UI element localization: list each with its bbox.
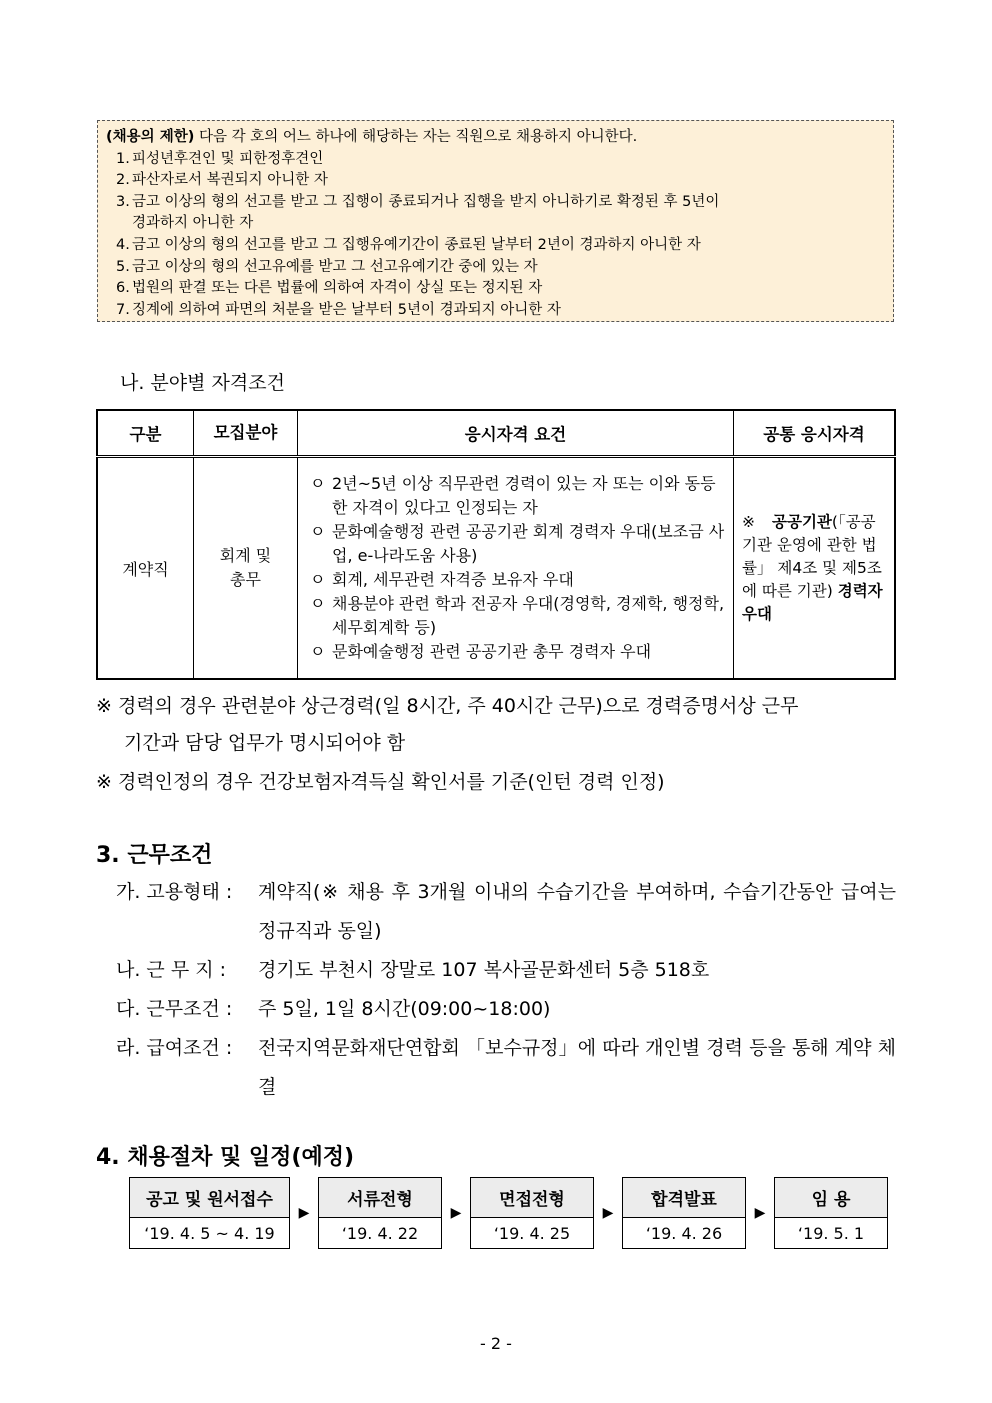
process-step-application [129, 1177, 290, 1249]
step-date: ‘19. 4. 25 [493, 1223, 571, 1243]
header-field: 모집분야 [194, 410, 298, 457]
requirement-text: 문화예술행정 관련 공공기관 총무 경력자 우대 [332, 642, 652, 661]
table-row [97, 457, 895, 680]
item-text: 징계에 의하여 파면의 처분을 받은 날부터 5년이 경과되지 아니한 자 [132, 301, 561, 318]
work-value: 전국지역문화재단연합회 「보수규정」에 따라 개인별 경력 등을 통해 계약 체결 [258, 1037, 896, 1098]
requirement-item [310, 592, 727, 640]
note-line: 기간과 담당 업무가 명시되어야 함 [124, 732, 406, 754]
arrow-right-icon: ▶ [754, 1205, 766, 1221]
field-line: 총무 [230, 570, 261, 589]
restriction-list [106, 149, 885, 322]
work-label: 가. 고용형태 : [116, 881, 239, 903]
step-date: ‘19. 4. 22 [341, 1223, 419, 1243]
common-bold-org: 공공기관 [772, 512, 832, 531]
work-label: 나. 근 무 지 : [116, 959, 233, 981]
work-label: 라. 급여조건 : [116, 1037, 239, 1059]
requirement-text: 회계, 세무관련 자격증 보유자 우대 [332, 570, 574, 589]
step-name: 합격발표 [623, 1178, 745, 1218]
restriction-item [106, 149, 885, 171]
step-name: 공고 및 원서접수 [130, 1178, 289, 1218]
item-text: 금고 이상의 형의 선고유예를 받고 그 선고유예기간 중에 있는 자 [132, 258, 538, 275]
bullet-icon: ㅇ [310, 594, 326, 613]
step-date: ‘19. 4. 5 ~ 4. 19 [144, 1223, 275, 1243]
item-number: 6. [116, 280, 130, 297]
item-text: 피성년후견인 및 피한정후견인 [132, 150, 324, 167]
requirements-list [310, 472, 727, 664]
arrow-right-icon: ▶ [602, 1205, 614, 1221]
restriction-item [106, 278, 885, 300]
header-requirements: 응시자격 요건 [298, 410, 734, 457]
item-text-continued: 경과하지 아니한 자 [132, 215, 254, 232]
work-value: 주 5일, 1일 8시간(09:00~18:00) [258, 998, 551, 1020]
item-number: 2. [116, 172, 130, 189]
process-flow [129, 1177, 888, 1249]
qualification-heading: 나. 분야별 자격조건 [120, 372, 285, 394]
requirement-item [310, 472, 727, 520]
restriction-item [106, 257, 885, 279]
item-number: 4. [116, 236, 130, 253]
process-step-appointment [774, 1177, 888, 1249]
requirement-item [310, 640, 727, 664]
process-step-interview [470, 1177, 594, 1249]
reference-mark: ※ [742, 512, 755, 531]
requirement-item [310, 568, 727, 592]
item-text: 파산자로서 복권되지 아니한 자 [132, 172, 328, 189]
restriction-box [97, 120, 894, 322]
section-process-title: 4. 채용절차 및 일정(예정) [96, 1145, 355, 1170]
requirement-text: 2년~5년 이상 직무관련 경력이 있는 자 또는 이와 동등한 자격이 있다고 인정되는 자 [332, 474, 716, 517]
restriction-item [106, 300, 885, 322]
restriction-lead-bold: (채용의 제한) [106, 129, 195, 145]
process-step-documents [318, 1177, 442, 1249]
item-number: 5. [116, 258, 130, 275]
note-line: ※ 경력의 경우 관련분야 상근경력(일 8시간, 주 40시간 근무)으로 경력증명서상 근무 [96, 695, 799, 717]
work-row [116, 990, 896, 1029]
qualification-table [96, 409, 896, 680]
item-number: 3. [116, 193, 130, 210]
restriction-lead [106, 127, 885, 149]
restriction-lead-text: 다음 각 호의 어느 하나에 해당하는 자는 직원으로 채용하지 아니한다. [194, 129, 638, 145]
arrow-right-icon: ▶ [298, 1205, 310, 1221]
arrow-right-icon: ▶ [450, 1205, 462, 1221]
restriction-item [106, 192, 885, 235]
requirement-text: 문화예술행정 관련 공공기관 회계 경력자 우대(보조금 사업, e-나라도움 사용) [332, 522, 725, 565]
cell-common [734, 457, 896, 680]
note-insurance: ※ 경력인정의 경우 건강보험자격득실 확인서를 기준(인턴 경력 인정) [96, 771, 665, 793]
common-text: (「공공기관 운영에 관한 법률」 제4조 및 제5조에 따른 기관) [742, 512, 882, 600]
cell-field [194, 457, 298, 680]
bullet-icon: ㅇ [310, 474, 326, 493]
requirement-item [310, 520, 727, 568]
item-text: 금고 이상의 형의 선고를 받고 그 집행이 종료되거나 집행을 받지 아니하기로 확정된 후 5년이 [132, 193, 720, 210]
work-label: 다. 근무조건 : [116, 998, 239, 1020]
common-bold-preference: 경력자 우대 [742, 581, 883, 623]
step-name: 서류전형 [319, 1178, 441, 1218]
work-conditions [116, 873, 896, 1107]
work-row [116, 951, 896, 990]
step-name: 면접전형 [471, 1178, 593, 1218]
requirement-text: 채용분야 관련 학과 전공자 우대(경영학, 경제학, 행정학, 세무회계학 등) [332, 594, 725, 637]
restriction-item [106, 235, 885, 257]
work-row [116, 873, 896, 951]
restriction-item [106, 170, 885, 192]
item-text: 법원의 판결 또는 다른 법률에 의하여 자격이 상실 또는 정지된 자 [132, 280, 543, 297]
table-header-row [97, 410, 895, 457]
step-date: ‘19. 5. 1 [797, 1223, 865, 1243]
bullet-icon: ㅇ [310, 570, 326, 589]
note-career [96, 688, 896, 762]
header-gubun: 구분 [97, 410, 194, 457]
cell-gubun: 계약직 [97, 457, 194, 680]
item-number: 7. [116, 301, 130, 318]
step-name: 임 용 [775, 1178, 887, 1218]
cell-requirements [298, 457, 734, 680]
page-number: - 2 - [480, 1334, 512, 1353]
bullet-icon: ㅇ [310, 642, 326, 661]
process-step-announcement [622, 1177, 746, 1249]
work-value: 계약직(※ 채용 후 3개월 이내의 수습기간을 부여하며, 수습기간동안 급여는 정규직과 동일) [258, 881, 896, 942]
item-number: 1. [116, 150, 130, 167]
item-text: 금고 이상의 형의 선고를 받고 그 집행유예기간이 종료된 날부터 2년이 경과하지 아니한 자 [132, 236, 701, 253]
bullet-icon: ㅇ [310, 522, 326, 541]
field-line: 회계 및 [219, 546, 272, 565]
step-date: ‘19. 4. 26 [645, 1223, 723, 1243]
work-row [116, 1029, 896, 1107]
section-work-title: 3. 근무조건 [96, 843, 213, 868]
work-value: 경기도 부천시 장말로 107 복사골문화센터 5층 518호 [258, 959, 710, 981]
header-common: 공통 응시자격 [734, 410, 896, 457]
